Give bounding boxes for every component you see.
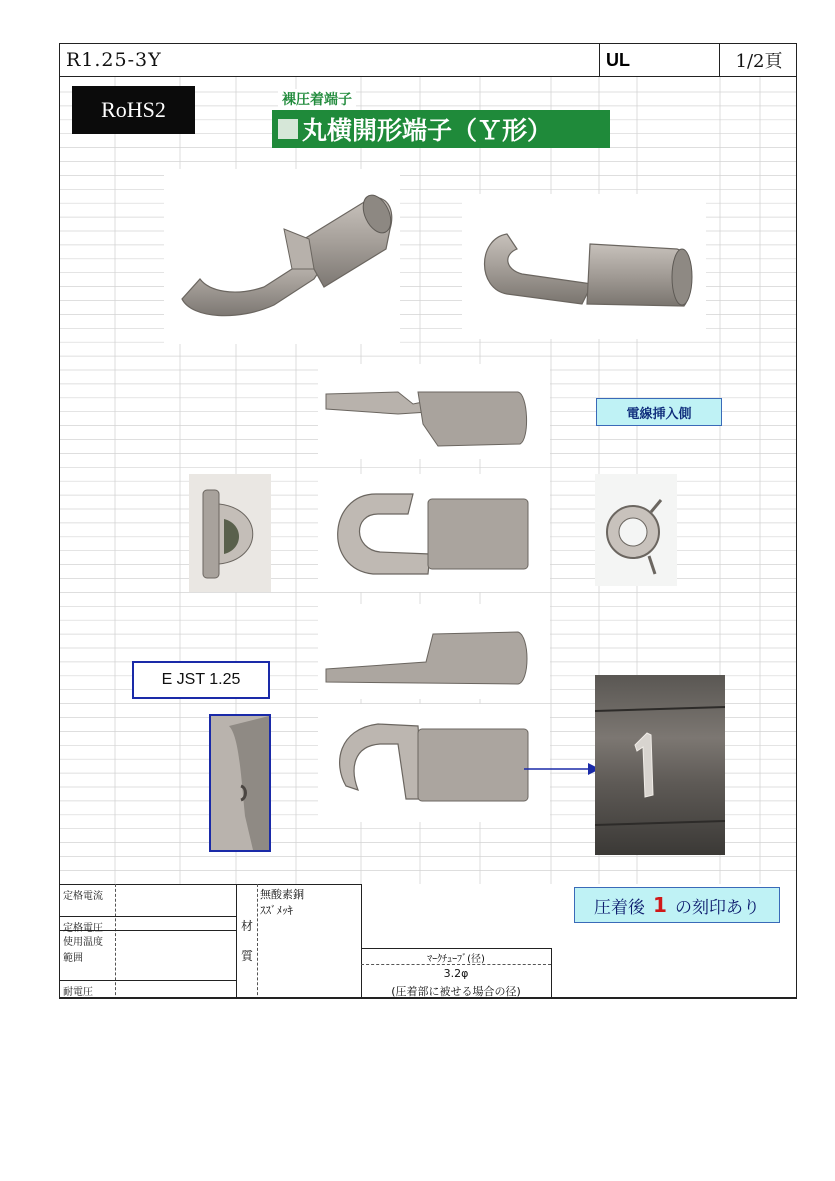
ring-terminal-icon	[164, 169, 400, 344]
ring-terminal-icon	[595, 474, 677, 586]
marking-tube-value: 3.2φ	[443, 967, 469, 980]
marking-tube-note: (圧着部に被せる場合の径)	[391, 985, 521, 998]
material-value-1: 無酸素銅	[260, 888, 304, 901]
square-icon	[278, 119, 298, 139]
page-cell	[720, 44, 797, 77]
rated-current-label: 定格電流	[63, 891, 103, 902]
part-number: R1.25-3Y	[66, 49, 162, 71]
page-title	[272, 110, 610, 148]
ring-terminal-icon	[189, 474, 271, 592]
terminal-photo-hook	[318, 704, 550, 822]
cert-label: UL	[606, 49, 630, 70]
subtitle: 裸圧着端子	[278, 89, 356, 109]
arrow-right-icon	[522, 759, 602, 779]
ring-terminal-icon	[318, 364, 550, 459]
page-number: 1/2頁	[735, 51, 783, 72]
rated-voltage-label: 定格電圧	[63, 923, 103, 934]
terminal-photo-angle-right	[462, 194, 706, 339]
engraved-number-photo	[595, 675, 725, 855]
page-title-text: 丸横開形端子（Ｙ形）	[302, 116, 553, 145]
operating-temp-label: 使用温度	[63, 937, 103, 948]
terminal-photo-side-top	[318, 364, 550, 459]
crimp-mark-prefix: 圧着後	[594, 897, 646, 918]
terminal-photo-rear	[595, 474, 677, 586]
ring-terminal-icon	[318, 704, 550, 822]
wire-insertion-side-label: 電線挿入側	[596, 398, 722, 426]
crimp-mark-note	[574, 887, 780, 923]
terminal-photo-flat	[318, 474, 550, 592]
marking-label: E JST 1.25	[132, 661, 270, 699]
material-value-2: ｽｽﾞﾒｯｷ	[260, 904, 293, 917]
marking-tube-header: ﾏｰｸﾁｭｰﾌﾞ(径)	[427, 954, 485, 965]
material-label-1: 材	[241, 919, 254, 933]
ring-terminal-icon	[318, 474, 550, 592]
crimp-mark-suffix: の刻印あり	[674, 897, 760, 918]
range-label: 範囲	[63, 953, 83, 964]
terminal-photo-side-bottom	[318, 604, 550, 699]
ring-terminal-icon	[318, 604, 550, 699]
ring-terminal-icon	[462, 194, 706, 339]
material-label-2: 質	[241, 949, 254, 963]
crimp-mark-number: 1	[653, 893, 667, 917]
spec-sheet	[59, 43, 797, 999]
crimp-detail-photo	[209, 714, 271, 852]
terminal-photo-front	[189, 474, 271, 592]
withstand-voltage-label: 耐電圧	[63, 987, 93, 998]
number-one-engraving-icon	[595, 675, 725, 855]
header-row	[60, 44, 599, 77]
rohs-badge: RoHS2	[72, 86, 195, 134]
cert-cell	[599, 44, 720, 77]
terminal-photo-angle-left	[164, 169, 400, 344]
embossed-mark-icon	[211, 716, 269, 850]
